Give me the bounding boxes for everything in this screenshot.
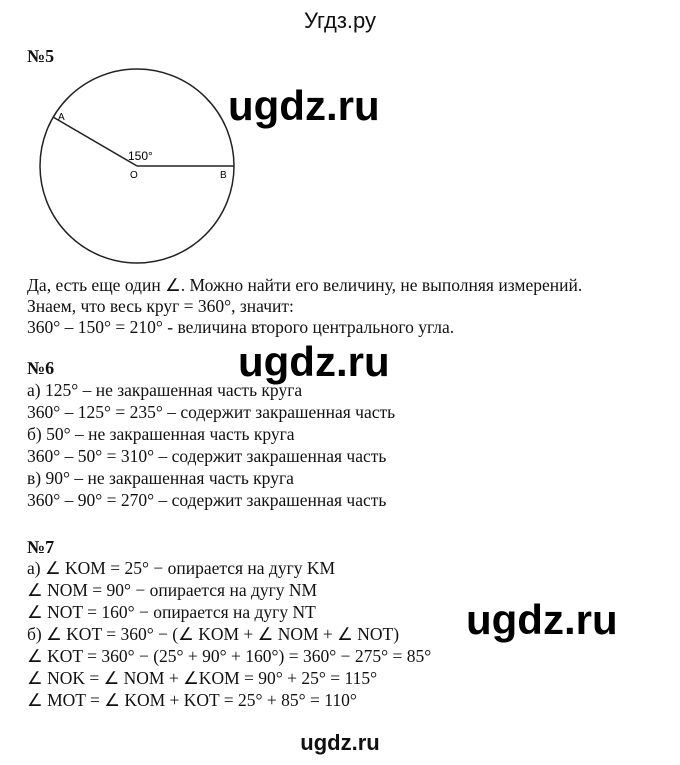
task5-heading: №5: [27, 46, 55, 66]
text-line: а) ∠ KOM = 25° − опирается на дугу KM: [27, 558, 336, 578]
radius-oa: [53, 117, 137, 166]
circle-figure: [0, 0, 260, 270]
point-b-label: B: [220, 170, 227, 181]
site-title: Угдз.ру: [303, 8, 377, 33]
point-a-label: A: [58, 112, 65, 123]
text-line: 360° – 150° = 210° - величина второго центрального угла.: [27, 317, 455, 337]
text-line: ∠ NOT = 160° − опирается на дугу NT: [27, 602, 316, 622]
task7-heading: №7: [27, 537, 55, 557]
text-line: а) 125° – не закрашенная часть круга: [27, 380, 303, 400]
text-line: б) 50° – не закрашенная часть круга: [27, 424, 295, 444]
footer-watermark: ugdz.ru: [300, 730, 380, 755]
text-line: в) 90° – не закрашенная часть круга: [27, 468, 294, 488]
text-line: 360° – 125° = 235° – содержит закрашенная часть: [27, 402, 396, 422]
text-line: ∠ NOK = ∠ NOM + ∠KOM = 90° + 25° = 115°: [27, 668, 378, 688]
text-line: ∠ MOT = ∠ KOM + KOT = 25° + 85° = 110°: [27, 690, 357, 710]
text-line: Знаем, что весь круг = 360°, значит:: [27, 296, 294, 316]
watermark: ugdz.ru: [228, 82, 380, 129]
text-line: 360° – 50° = 310° – содержит закрашенная часть: [27, 446, 387, 466]
text-line: ∠ NOM = 90° − опирается на дугу NM: [27, 580, 318, 600]
text-line: ∠ KOT = 360° − (25° + 90° + 160°) = 360° − 275° = 85°: [27, 646, 432, 666]
angle-label: 150°: [128, 149, 153, 163]
point-o-label: O: [130, 170, 138, 181]
task6-heading: №6: [27, 358, 55, 378]
text-line: б) ∠ KOT = 360° − (∠ KOM + ∠ NOM + ∠ NOT): [27, 624, 400, 644]
text-line: 360° – 90° = 270° – содержит закрашенная часть: [27, 490, 387, 510]
text-line: Да, есть еще один ∠. Можно найти его величину, не выполняя измерений.: [27, 275, 583, 295]
watermark: ugdz.ru: [238, 338, 390, 385]
watermark: ugdz.ru: [466, 596, 618, 643]
